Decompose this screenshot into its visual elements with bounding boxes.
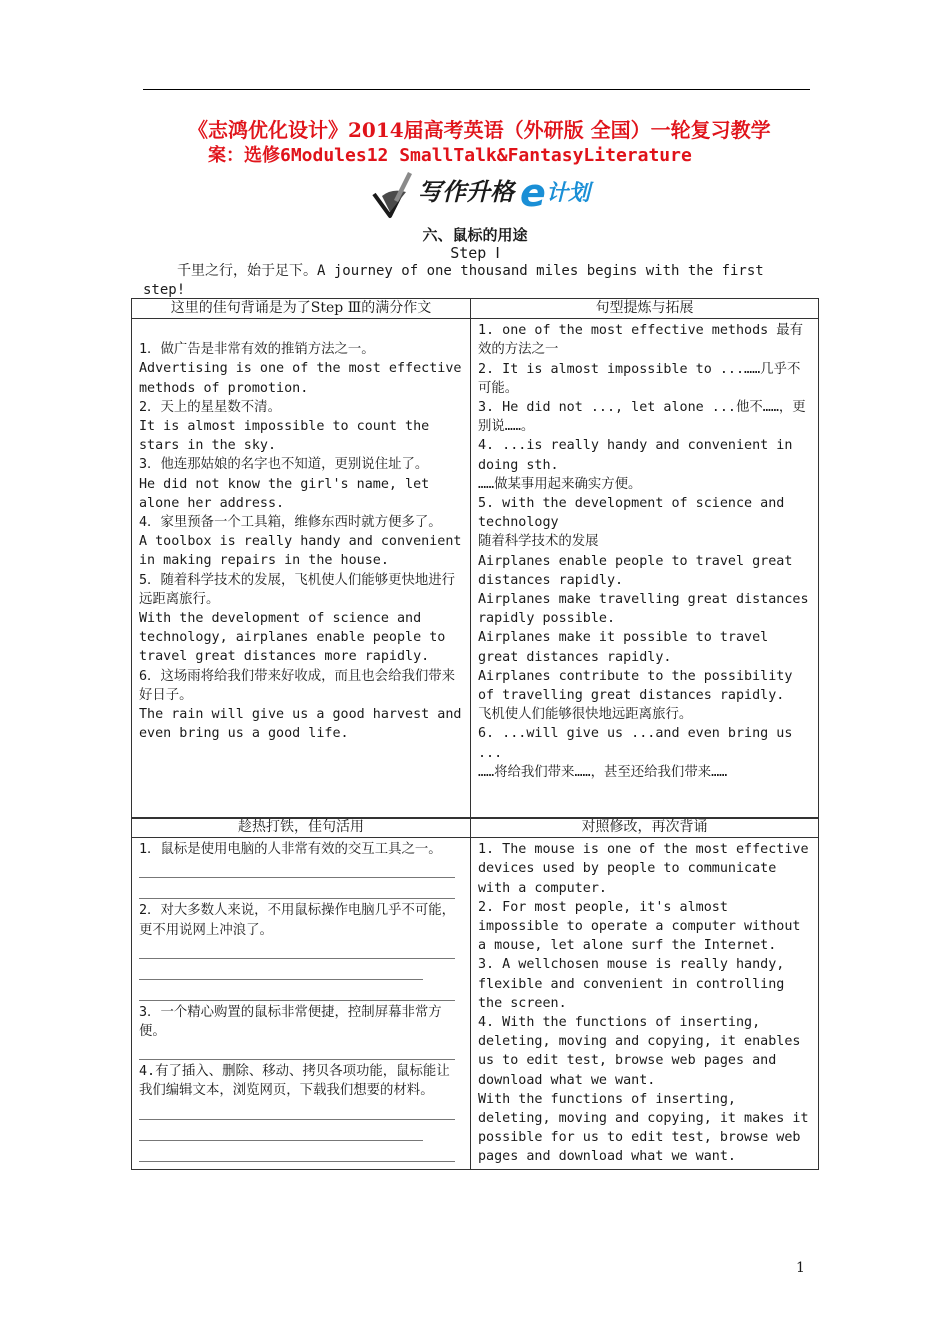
title-line-1: 《志鸿优化设计》2014届高考英语（外研版 全国）一轮复习教学 [188,118,771,142]
reference-line: 2. For most people, it's almost impossible to operate a computer without a mouse, let alone surf the Internet. [478,899,809,954]
practice-header-right: 对照修改，再次背诵 [471,818,819,838]
pattern-line: Airplanes enable people to travel great distances rapidly. [478,553,801,588]
answer-blank[interactable] [139,961,423,980]
model-sentence: 1．做广告是非常有效的推销方法之一。 [139,342,375,358]
answer-blank[interactable] [139,880,455,899]
pattern-line: Airplanes make travelling great distances rapidly possible. [478,592,817,627]
pattern-line: 随着科学技术的发展 [478,534,599,550]
answer-blank[interactable] [139,1041,455,1060]
model-sentence: With the development of science and technology, airplanes enable people to travel great distances more rapidly. [139,611,454,665]
pattern-line: ……将给我们带来……，甚至还给我们带来…… [478,764,728,780]
model-sentence: It is almost impossible to count the stars in the sky. [139,419,438,454]
model-sentence: 3．他连那姑娘的名字也不知道，更别说住址了。 [139,457,429,473]
recitation-table [131,298,819,819]
model-sentence: He did not know the girl's name, let alone her address. [139,476,438,511]
logo-suffix: 计划 [546,181,591,206]
intro-paragraph: 千里之行，始于足下。A journey of one thousand miles begins with the first step! [143,263,764,298]
section-heading: 六、鼠标的用途 [422,226,528,244]
model-sentences-cell [132,319,471,819]
title-line-2: 案：选修6Modules12 SmallTalk&FantasyLiterature [208,145,692,166]
patterns-cell [471,319,819,819]
reference-line: 3. A wellchosen mouse is really handy, flexible and convenient in controlling the screen. [478,957,793,1011]
answer-blank[interactable] [139,1143,455,1162]
writing-upgrade-logo [370,166,620,224]
answer-blank[interactable] [139,1101,455,1120]
book-pen-icon [374,172,412,216]
answer-blank[interactable] [139,1122,423,1141]
pattern-line: ……做某事用起来确实方便。 [478,476,642,492]
reference-line: 4. With the functions of inserting, deleting, moving and copying, it enables us to edit test, browse web pages and download what we want. [478,1015,809,1088]
pattern-line: 4. ...is really handy and convenient in doing sth. [478,438,801,473]
logo-text: 写作升格 [418,178,514,206]
practice-header-left: 趁热打铁，佳句活用 [132,818,471,838]
model-sentence: 6．这场雨将给我们带来好收成，而且也会给我们带来好日子。 [139,668,456,703]
exercise-prompt: 2．对大多数人来说，不用鼠标操作电脑几乎不可能，更不用说网上冲浪了。 [139,903,456,938]
model-sentence: Advertising is one of the most effective methods of promotion. [139,361,470,396]
pattern-line: 1. one of the most effective methods 最有效的方法之一 [478,323,804,358]
answer-blank[interactable] [139,982,455,1001]
answer-blank[interactable] [139,859,455,878]
practice-table [131,817,819,1170]
model-sentence: 5．随着科学技术的发展，飞机使人们能够更快地进行远距离旅行。 [139,572,456,607]
pattern-line: Airplanes contribute to the possibility of travelling great distances rapidly. [478,668,801,704]
pattern-line: Airplanes make it possible to travel great distances rapidly. [478,630,777,665]
reference-answers-cell [471,838,819,1169]
exercise-prompt: 3．一个精心购置的鼠标非常便捷，控制屏幕非常方便。 [139,1004,442,1040]
model-sentence: 4．家里预备一个工具箱，维修东西时就方便多了。 [139,515,442,531]
pattern-line: 6. ...will give us ...and even bring us ... [478,726,801,761]
exercise-prompt: 1．鼠标是使用电脑的人非常有效的交互工具之一。 [139,842,442,858]
answer-blank[interactable] [139,940,455,959]
document-title [150,117,850,169]
pattern-line: 2. It is almost impossible to ...……几乎不可能。 [478,361,801,396]
step-label: Step Ⅰ [450,244,500,262]
pattern-line: 3. He did not ..., let alone ...他不……，更别说……。 [478,400,806,435]
model-sentence: A toolbox is really handy and convenient in making repairs in the house. [139,534,470,569]
reference-line: 1. The mouse is one of the most effective devices used by people to communicate with a computer. [478,842,817,896]
exercise-prompt: 4.有了插入、删除、移动、拷贝各项功能，鼠标能让我们编辑文本，浏览网页，下载我们想要的材料。 [139,1064,450,1099]
reference-line: With the functions of inserting, deleting, moving and copying, it makes it possible for us to edit test, browse web pages and download what we want. [478,1091,817,1165]
logo-e-letter: e [520,171,546,215]
pattern-line: 飞机使人们能够很快地远距离旅行。 [478,707,693,723]
model-sentence: 2．天上的星星数不清。 [139,399,281,415]
header-rule [143,89,810,90]
pattern-line: 5. with the development of science and technology [478,496,793,531]
recitation-header-left: 这里的佳句背诵是为了Step Ⅲ的满分作文 [132,299,471,319]
recitation-header-right: 句型提炼与拓展 [471,299,819,319]
page-number: 1 [796,1260,805,1276]
model-sentence: The rain will give us a good harvest and even bring us a good life. [139,707,470,742]
practice-exercises-cell [132,838,471,1169]
